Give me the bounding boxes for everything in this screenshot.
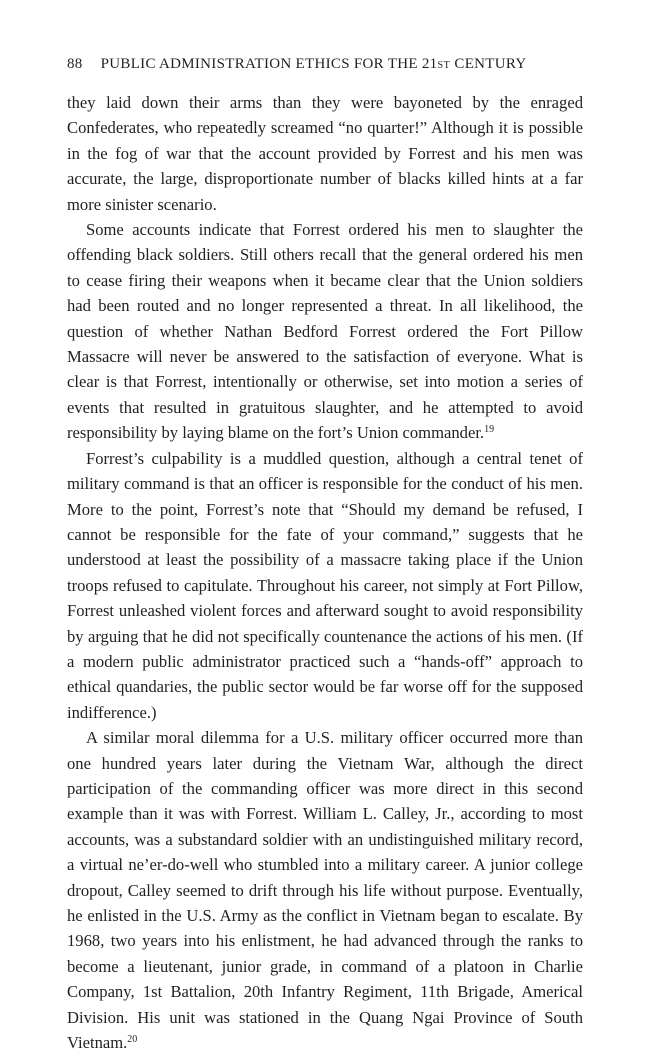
paragraph-text: Some accounts indicate that Forrest ordered his men to slaughter the offending black soldiers. Still others recall that the general ordered his men to cease firing their weapons when it became clear that the Union soldiers had been routed and no longer represented a threat. In all likelihood, the question of whether Nathan Bedford Forrest ordered the Fort Pillow Massacre will never be answered to the satisfaction of everyone. What is clear is that Forrest, intentionally or otherwise, set into motion a series of events that resulted in gratuitous slaughter, and he attempted to avoid responsibility by laying blame on the fort’s Union commander. [67,220,583,443]
paragraph-text: A similar moral dilemma for a U.S. military officer occurred more than one hundred years later during the Vietnam War, although the direct participation of the commanding officer was more direct in this second example than it was with Forrest. William L. Calley, Jr., according to most accounts, was a substandard soldier with an undistinguished military record, a virtual ne’er-do-well who stumbled into a military career. A junior college dropout, Calley seemed to drift through his life without purpose. Eventually, he enlisted in the U.S. Army as the conflict in Vietnam began to escalate. By 1968, two years into his enlistment, he had advanced through the ranks to become a lieutenant, junior grade, in command of a platoon in Charlie Company, 1st Battalion, 20th Infantry Regiment, 11th Brigade, Americal Division. His unit was stationed in the Quang Ngai Province of South Vietnam. [67,728,583,1053]
body-text [67,90,583,1055]
running-head [67,54,583,76]
paragraph-continued [67,90,583,217]
page-number: 88 [67,56,83,72]
book-page [67,54,583,1055]
paragraph-text: Forrest’s culpability is a muddled question, although a central tenet of military command is that an officer is responsible for the conduct of his men. More to the point, Forrest’s note that “Should my demand be refused, I cannot be responsible for the fate of your command,” suggests that he understood at least the possibility of a massacre taking place if the Union troops refused to capitulate. Throughout his career, not simply at Fort Pillow, Forrest unleashed violent forces and afterward sought to avoid responsibility by arguing that he did not specifically countenance the actions of his men. (If a modern public administrator practiced such a “hands-off” approach to ethical quandaries, the public sector would be far worse off for the supposed indifference.) [67,448,583,722]
footnote-marker-19: 19 [484,424,495,436]
footnote-marker-20: 20 [127,1034,138,1046]
paragraph-text: they laid down their arms than they were bayoneted by the enraged Confederates, who repeatedly screamed “no quarter!” Although it is possible in the fog of war that the account provided by Forrest and his men was accurate, the large, disproportionate number of blacks killed hints at a far more sinister scenario. [67,93,583,214]
running-head-title-end: CENTURY [454,56,527,72]
running-head-ordinal-suffix: ST [437,60,451,71]
paragraph [67,217,583,446]
paragraph [67,725,583,1055]
paragraph [67,446,583,725]
running-head-title: PUBLIC ADMINISTRATION ETHICS FOR THE 21 [100,56,438,72]
